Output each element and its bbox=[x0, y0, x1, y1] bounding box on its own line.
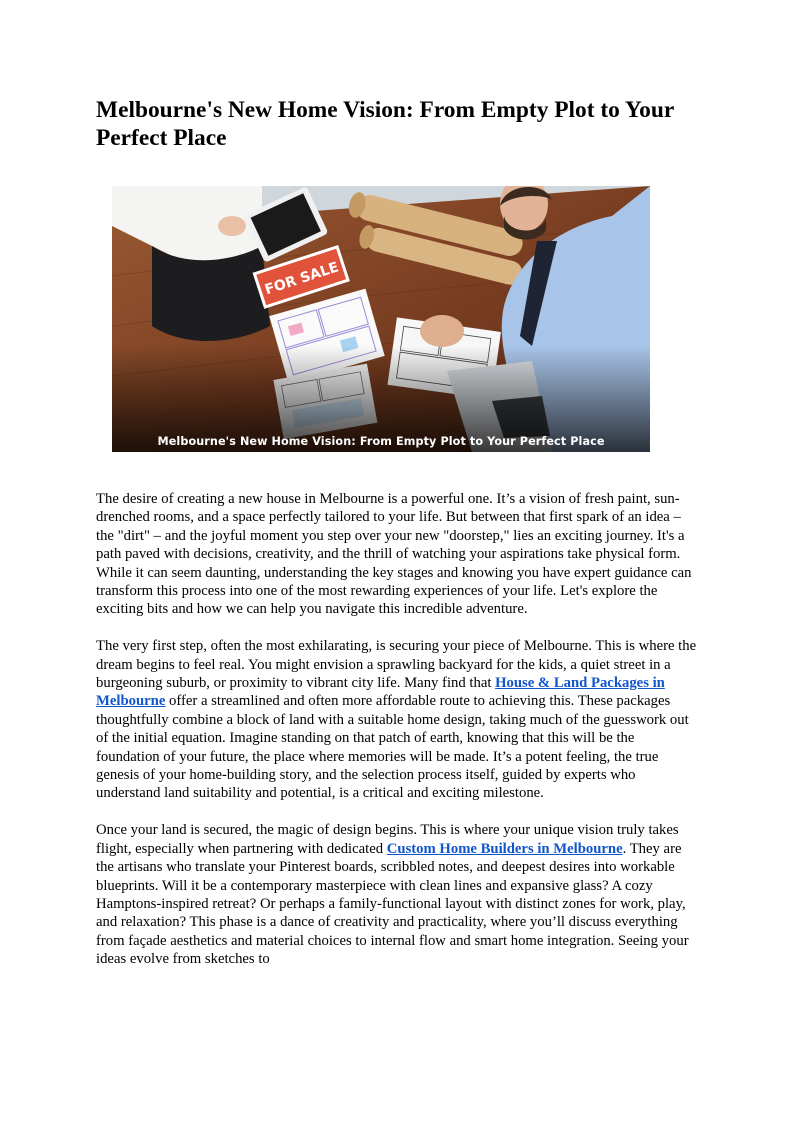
paragraph-land-text-start: The very first step, often the most exhilarating, is securing your piece of Melbourne. This is where the dream begins to feel real. You might envision a sprawling backyard for the kids, a quiet street in a burgeoning suburb, or proximity to vibrant city life. Many find that bbox=[96, 638, 697, 692]
hero-caption: Melbourne's New Home Vision: From Empty Plot to Your Perfect Place bbox=[157, 435, 605, 448]
article-title: Melbourne's New Home Vision: From Empty Plot to Your Perfect Place bbox=[96, 97, 674, 151]
paragraph-land bbox=[96, 637, 700, 803]
custom-home-builders-link[interactable]: Custom Home Builders in Melbourne bbox=[386, 840, 623, 857]
paragraph-intro: The desire of creating a new house in Melbourne is a powerful one. It’s a vision of fresh paint, sun-drenched rooms, and a space perfectly tailored to your life. But between that first spark of an idea – the "dirt" – and the joyful moment you step over your new "doorstep," lies an exciting journey. It's a path paved with decisions, creativity, and the thrill of watching your aspirations take physical form. While it can seem daunting, understanding the key stages and knowing you have expert guidance can transform this process into one of the most rewarding experiences of your life. Let's explore the exciting bits and how we can help you navigate this incredible adventure. bbox=[96, 491, 692, 618]
paragraph-design bbox=[96, 821, 700, 968]
paragraph-land-text-end: offer a streamlined and often more affordable route to achieving this. These packages thoughtfully combine a block of land with a suitable home design, taking much of the guesswork out of the initial equation. Imagine standing on that patch of earth, knowing that this will be the foundation of your future, the place where memories will be made. It’s a potent feeling, the true genesis of your home-building story, and the selection process itself, guided by experts who understand land suitability and potential, is a critical and exciting milestone. bbox=[96, 693, 689, 802]
hero-image bbox=[112, 186, 650, 452]
paragraph-design-text-end: . They are the artisans who translate your Pinterest boards, scribbled notes, and deepest desires into workable blueprints. Will it be a contemporary masterpiece with clean lines and expansive glass? A cozy Hamptons-inspired retreat? Or perhaps a family-functional layout with distinct zones for work, play, and relaxation? This phase is a dance of creativity and practicality, where you’ll discuss everything from façade aesthetics and material choices to internal flow and smart home integration. Seeing your ideas evolve from sketches to bbox=[96, 840, 689, 968]
house-land-packages-link[interactable]: House & Land Packages in Melbourne bbox=[96, 675, 665, 710]
article-body bbox=[96, 490, 700, 987]
paragraph-design-text-start: Once your land is secured, the magic of design begins. This is where your unique vision truly takes flight, especially when partnering with dedicated bbox=[96, 822, 679, 857]
hero-photo-illustration bbox=[112, 186, 650, 452]
